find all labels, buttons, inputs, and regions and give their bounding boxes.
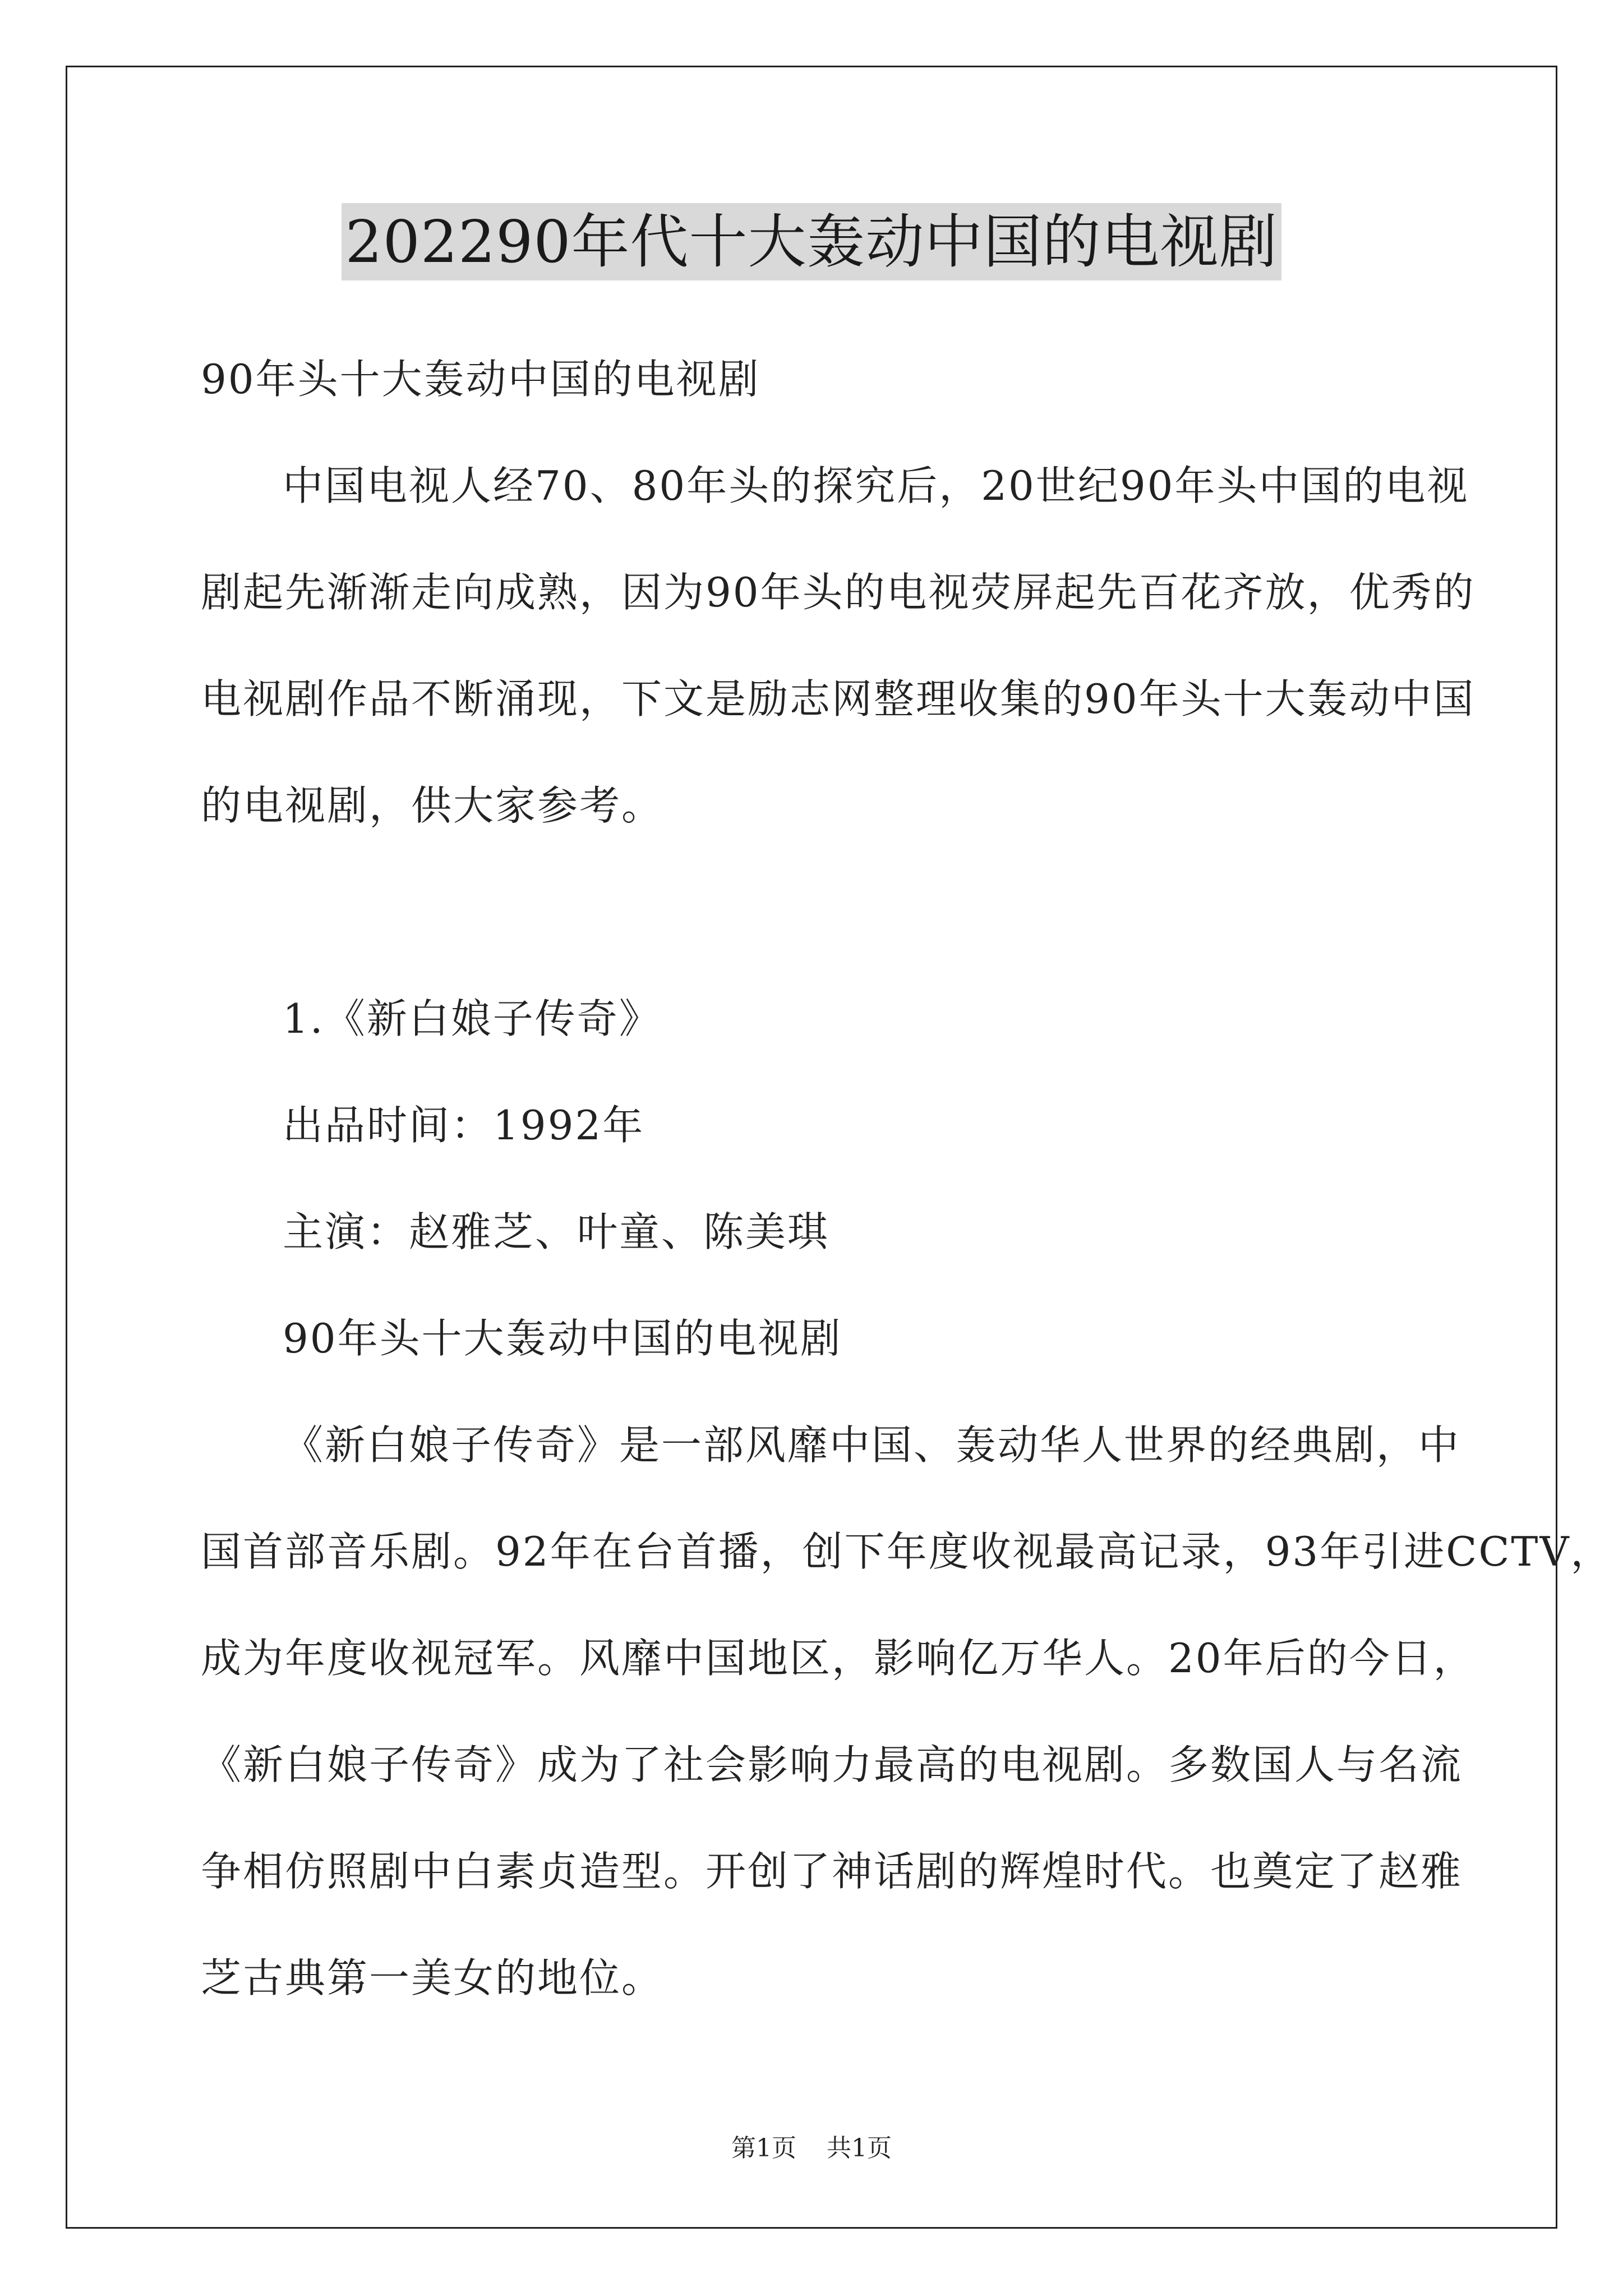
subtitle: 90年头十大轰动中国的电视剧 [201,356,760,403]
item-year: 出品时间：1992年 [283,1102,645,1149]
intro-line: 中国电视人经70、80年头的探究后，20世纪90年头中国的电视 [283,462,1469,509]
item-heading: 1.《新白娘子传奇》 [283,995,661,1042]
page-footer [0,2132,1623,2165]
item-desc-line: 《新白娘子传奇》是一部风靡中国、轰动华人世界的经典剧，中 [283,1421,1461,1469]
item-desc-line: 国首部音乐剧。92年在台首播，创下年度收视最高记录，93年引进CCTV， [201,1528,1613,1575]
item-desc-line: 《新白娘子传奇》成为了社会影响力最高的电视剧。多数国人与名流 [201,1741,1463,1788]
page-total: 共1页 [827,2134,892,2162]
intro-line: 的电视剧，供大家参考。 [201,782,664,829]
intro-line: 剧起先渐渐走向成熟，因为90年头的电视荧屏起先百花齐放，优秀的 [201,569,1476,616]
title-container [0,203,1623,280]
page-number: 第1页 [731,2134,796,2162]
intro-line: 电视剧作品不断涌现，下文是励志网整理收集的90年头十大轰动中国 [201,675,1476,723]
item-desc-line: 成为年度收视冠军。风靡中国地区，影响亿万华人。20年后的今日， [201,1635,1476,1682]
item-desc-line: 争相仿照剧中白素贞造型。开创了神话剧的辉煌时代。也奠定了赵雅 [201,1848,1463,1895]
document-title: 202290年代十大轰动中国的电视剧 [342,203,1281,280]
item-desc-line: 芝古典第一美女的地位。 [201,1954,664,2001]
item-repeat-title: 90年头十大轰动中国的电视剧 [283,1315,842,1362]
item-cast: 主演：赵雅芝、叶童、陈美琪 [283,1208,830,1255]
